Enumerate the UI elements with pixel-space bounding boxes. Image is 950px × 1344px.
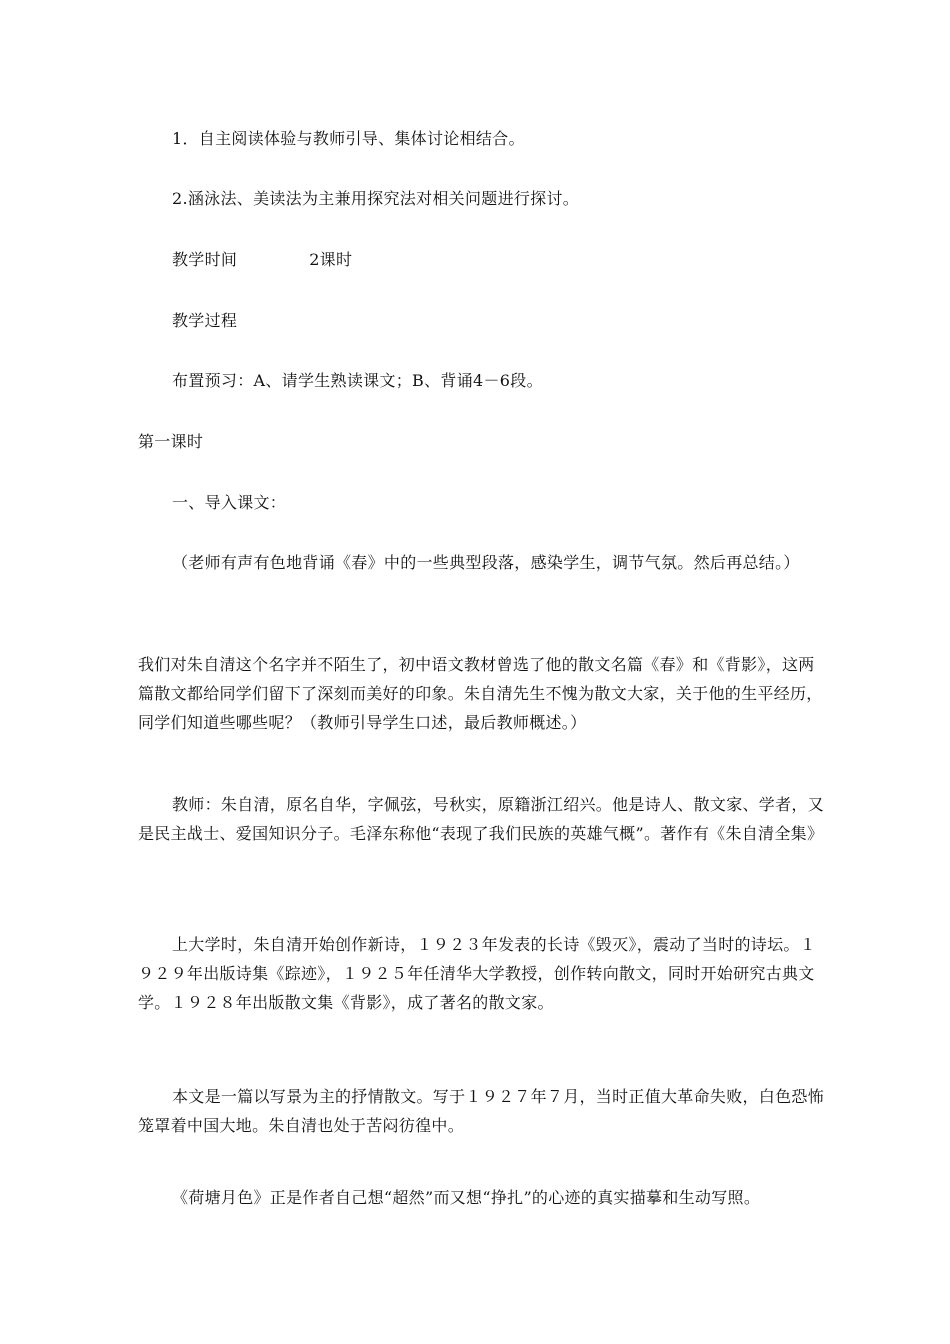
college-paragraph: 上大学时，朱自清开始创作新诗，１９２３年发表的长诗《毁灭》，震动了当时的诗坛。１９２９年出版诗集《踪迹》，１９２５年任清华大学教授，创作转向散文，同时开始研究古典文学。１９２８年出版散文集《背影》，成了著名的散文家。 [138,935,817,1012]
essay-paragraph: 本文是一篇以写景为主的抒情散文。写于１９２７年７月，当时正值大革命失败，白色恐怖笼罩着中国大地。朱自清也处于苦闷彷徨中。 [138,1087,825,1135]
teaching-process-heading: 教学过程 [172,311,238,330]
teaching-time-value: 2课时 [309,250,353,269]
preview-assignment: 布置预习：A、请学生熟读课文；B、背诵4－6段。 [172,371,543,390]
teaching-time-label: 教学时间 [172,250,238,269]
lesson-one-heading: 第一课时 [138,432,204,451]
teacher-bio-paragraph: 教师：朱自清，原名自华，字佩弦，号秋实，原籍浙江绍兴。他是诗人、散文家、学者，又是民主战士、爱国知识分子。毛泽东称他“表现了我们民族的英雄气概”。著作有《朱自清全集》 [138,795,825,843]
method-item-2: 2.涵泳法、美读法为主兼用探究法对相关问题进行探讨。 [172,189,580,208]
teaching-time-line [138,245,824,274]
intro-paragraph: 我们对朱自清这个名字并不陌生了，初中语文教材曾选了他的散文名篇《春》和《背影》，这两篇散文都给同学们留下了深刻而美好的印象。朱自清先生不愧为散文大家，关于他的生平经历，同学们知道些哪些呢？（教师引导学生口述，最后教师概述。） [138,655,823,732]
section-intro-heading: 一、导入课文： [172,493,287,512]
method-item-1: 1．自主阅读体验与教师引导、集体讨论相结合。 [172,129,525,148]
closing-paragraph: 《荷塘月色》正是作者自己想“超然”而又想“挣扎”的心迹的真实描摹和生动写照。 [172,1188,761,1207]
teacher-note-paragraph: （老师有声有色地背诵《春》中的一些典型段落，感染学生，调节气氛。然后再总结。） [172,553,800,572]
